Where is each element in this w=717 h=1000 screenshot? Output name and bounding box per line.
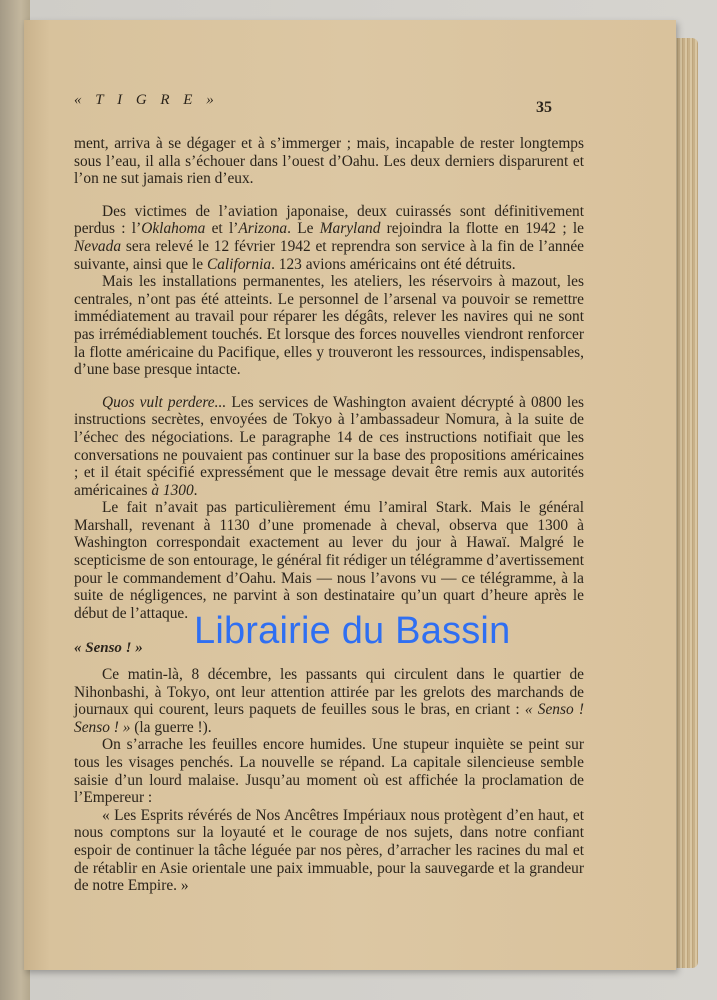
watermark-text: Librairie du Bassin (194, 610, 511, 652)
book-page (24, 20, 676, 970)
paragraph-1: ment, arriva à se dégager et à s’immerger ; mais, incapable de rester longtemps sous l’eau, il alla s’échouer dans l’ouest d’Oahu. Les deux derniers disparurent et l’on ne sut jamais rien d’eux. (74, 135, 584, 188)
running-head: « T I G R E » (74, 92, 219, 108)
body-text (74, 135, 584, 895)
paragraph-4: Quos vult perdere... Les services de Washington avaient décrypté à 0800 les instructions secrètes, envoyées de Tokyo à l’ambassadeur Nomura, à la suite de l’échec des négociations. Le paragraphe 14 de ces instructions notifiait que les conversations ne pouvaient pas continuer sur la base des propositions américaines ; et il était spécifié expressément que le message devait être remis aux autorités américaines à 1300. (74, 393, 585, 499)
page-number: 35 (536, 99, 552, 116)
paragraph-8-proclamation: « Les Esprits révérés de Nos Ancêtres Impériaux nous protègent d’en haut, et nous comptons sur la loyauté et le courage de nos sujets, dans notre confiant espoir de continuer la tâche léguée par nos pères, d’arracher les racines du mal et de rétablir en Asie orientale une paix immuable, pour la sauvegarde et la grandeur de notre Empire. » (74, 806, 584, 895)
paragraph-6: Ce matin-là, 8 décembre, les passants qui circulent dans le quartier de Nihonbashi, à Tokyo, ont leur attention attirée par les grelots des marchands de journaux qui courent, leurs paquets de feuilles sous le bras, en criant : « Senso ! Senso ! » (la guerre !). (74, 666, 584, 736)
paragraph-7: On s’arrache les feuilles encore humides. Une stupeur inquiète se peint sur tous les visages penchés. La nouvelle se répand. La capitale silencieuse semble saisie d’un lourd malaise. Jusqu’au moment où est affichée la proclamation de l’Empereur : (74, 736, 584, 807)
paragraph-2: Des victimes de l’aviation japonaise, deux cuirassés sont définitivement perdus : l’Oklahoma et l’Arizona. Le Maryland rejoindra la flotte en 1942 ; le Nevada sera relevé le 12 février 1942 et reprendra son service à la fin de l’année suivante, ainsi que le California. 123 avions américains ont été détruits. (74, 202, 584, 273)
paragraph-3: Mais les installations permanentes, les ateliers, les réservoirs à mazout, les centrales, n’ont pas été atteints. Le personnel de l’arsenal va pouvoir se remettre immédiatement au travail pour réparer les dégâts, relever les navires qui ne sont pas irrémédiablement touchés. Et lorsque des forces nouvelles viendront renforcer la flotte américaine du Pacifique, elles y trouveront les ressources, indispensables, d’une base presque intacte. (74, 273, 584, 379)
paragraph-5: Le fait n’avait pas particulièrement ému l’amiral Stark. Mais le général Marshall, revenant à 1130 d’une promenade à cheval, observa que 1300 à Washington correspondait exactement au lever du jour à Hawaï. Malgré le scepticisme de son entourage, le général fit rédiger un télégramme d’avertissement pour le commandement d’Oahu. Mais — nous l’avons vu — ce télégramme, à la suite de négligences, ne parvint à son destinataire qu’un quart d’heure après le début de l’attaque. (74, 499, 584, 622)
section-heading: « Senso ! » (74, 640, 143, 657)
